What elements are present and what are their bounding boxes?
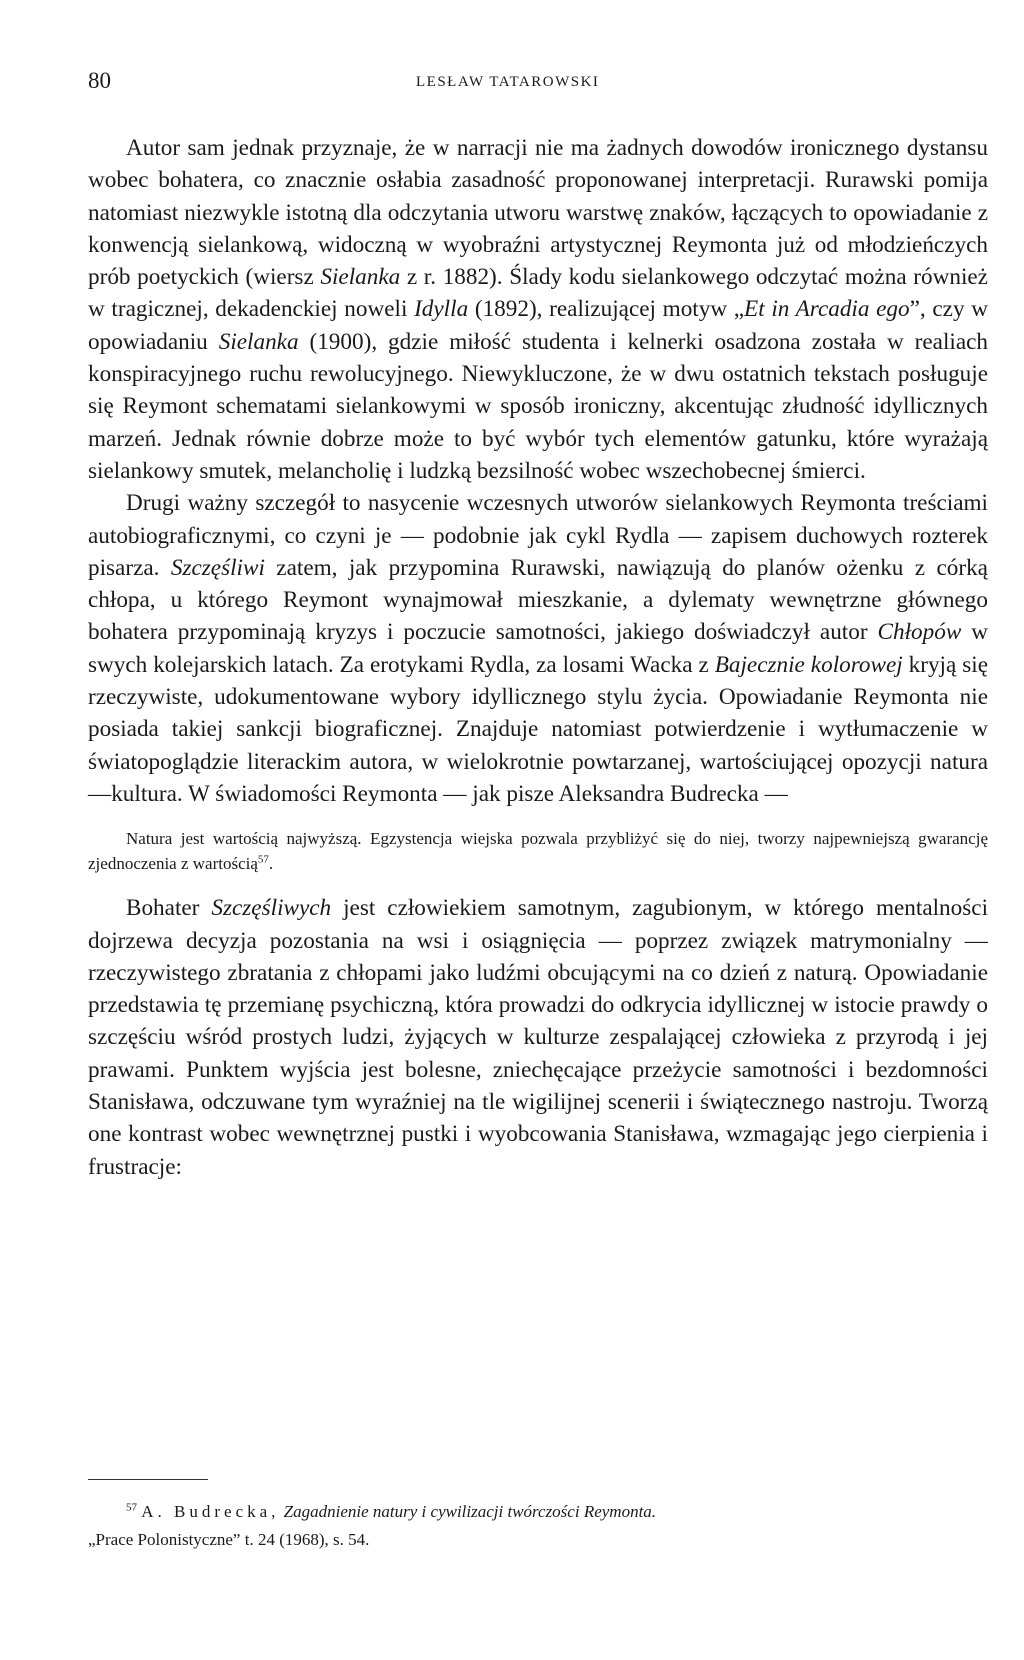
running-title: LESŁAW TATAROWSKI [416,74,600,90]
paragraph-1 [88,132,988,487]
footnote-source: „Prace Polonistyczne” t. 24 (1968), s. 54. [88,1530,370,1549]
italic-title: Szczęśliwych [211,895,332,922]
text-run: Autor sam jednak przyznaje, że w narracji nie ma żadnych dowodów ironicznego dystansu wobec bohatera, co znacznie osłabia zasadność proponowanej interpretacji. Rurawski pomija natomiast niezwykle istotną dla odczytania utworu warstwę znaków, łączących to opowiadanie z konwencją sielankową, widoczną w wyobraźni artystycznej Reymonta już od młodzieńczych prób poetyckich (wiersz [88,135,988,291]
footnote-57 [88,1498,988,1554]
quote-end: . [268,854,274,874]
text-run: Drugi ważny szczegół to nasycenie wczesnych utworów sielankowych Reymonta treściami autobiograficznymi, co czyni je — podobnie jak cykl Rydla — zapisem duchowych rozterek pisarza. [88,490,988,581]
running-head [88,68,988,98]
italic-title: Sielanka [320,264,401,291]
quote-text: Natura jest wartością najwyższą. Egzystencja wiejska pozwala przybliżyć się do niej, tworzy najpewniejszą gwarancję zjednoczenia z wartością [88,829,988,874]
text-run: z r. 1882). Ślady kodu sielankowego odczytać można również w tragicznej, dekadenckiej noweli [88,264,988,323]
text-run: Bohater [126,895,212,922]
italic-title: Sielanka [218,328,299,355]
text-run: jest człowiekiem samotnym, zagubionym, w którego mentalności dojrzewa decyzja pozostania na wsi i osiągnięcia — poprzez związek matrymonialny — rzeczywistego zbratania z chłopami jako ludźmi obcującymi na co dzień z naturą. Opowiadanie przedstawia tę przemianę psychiczną, która prowadzi do odkrycia idyllicznej w istocie prawdy o szczęściu wśród prostych ludzi, żyjących w kulturze zespalającej człowieka z przyrodą i jej prawami. Punktem wyjścia jest bolesne, zniechęcające przeżycie samotności i bezdomności Stanisława, odczuwane tym wyraźniej na tle wigilijnej scenerii i świątecznego nastroju. Tworzą one kontrast wobec wewnętrznej pustki i wyobcowania Stanisława, wzmagając jego cierpienia i frustracje: [88,895,989,1180]
body-text [88,132,988,1183]
text-run: kryją się rzeczywiste, udokumentowane wybory idyllicznego stylu życia. Opowiadanie Reymonta nie posiada takiej sankcji biograficznej. Znajduje natomiast potwierdzenie i wytłumaczenie w światopoglądzie literackim autora, w wielokrotnie powtarzanej, wartościującej opozycji natura—kultura. W świadomości Reymonta — jak pisze Aleksandra Budrecka — [88,651,988,807]
footnote-ref: 57 [257,853,269,866]
italic-phrase: Et in Arcadia ego [744,296,910,323]
block-quote [88,826,988,876]
text-run: w swych kolejarskich latach. Za erotykami Rydla, za losami Wacka z [88,619,988,678]
footnote-divider [88,1479,208,1480]
paragraph-2 [88,487,988,810]
italic-title: Idylla [414,296,469,323]
text-run: (1892), realizującej motyw „ [468,296,745,323]
footnote-title: Zagadnienie natury i cywilizacji twórczości Reymonta. [283,1502,657,1521]
page-number: 80 [88,68,111,93]
footnote-number: 57 [126,1501,137,1514]
text-run: ”, czy w opowiadaniu [88,296,988,355]
footnote-author: A. Budrecka, [141,1502,280,1521]
text-run: zatem, jak przypomina Rurawski, nawiązują do planów ożenku z córką chłopa, u którego Reymont wynajmował mieszkanie, a dylematy wewnętrzne głównego bohatera przypominają kryzys i poczucie samotności, jakiego doświadczył autor [88,554,988,646]
italic-title: Bajecznie kolorowej [714,651,903,678]
paragraph-3 [88,892,988,1183]
italic-title: Chłopów [877,619,962,646]
text-run: (1900), gdzie miłość studenta i kelnerki osadzona została w realiach konspiracyjnego ruchu rewolucyjnego. Niewykluczone, że w dwu ostatnich tekstach posługuje się Reymont schematami sielankowymi w sposób ironiczny, akcentując złudność idyllicznych marzeń. Jednak równie dobrze może to być wybór tych elementów gatunku, które wyrażają sielankowy smutek, melancholię i ludzką bezsilność wobec wszechobecnej śmierci. [88,328,989,484]
italic-title: Szczęśliwi [170,554,265,581]
footnotes [88,1498,988,1554]
